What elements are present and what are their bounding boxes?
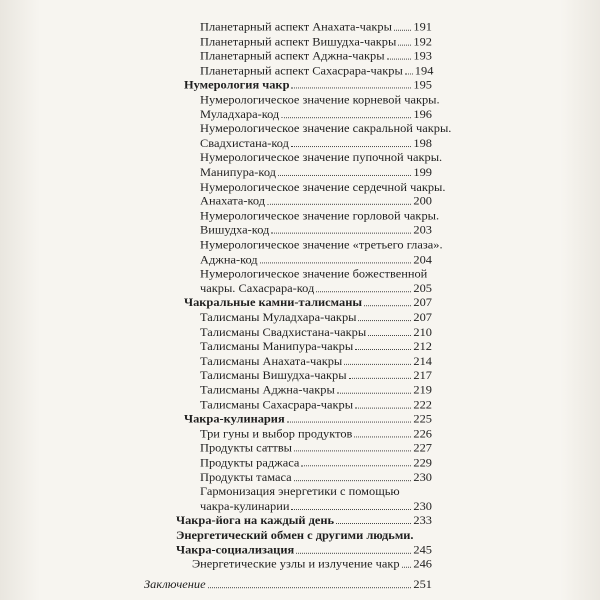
entry-page: 229 xyxy=(413,456,432,470)
entry-title: Планетарный аспект Вишудха-чакры xyxy=(200,34,397,49)
entry-page: 198 xyxy=(413,136,432,150)
toc-section[interactable] xyxy=(176,514,432,527)
entry-title: Талисманы Манипура-чакры xyxy=(200,339,354,353)
entry-page: 191 xyxy=(413,20,432,34)
entry-page: 204 xyxy=(413,252,432,266)
dot-leader xyxy=(402,567,412,568)
entry-page: 230 xyxy=(413,470,432,484)
entry-page: 225 xyxy=(413,412,432,426)
entry-page: 214 xyxy=(413,354,432,368)
entry-title: Талисманы Аджна-чакры xyxy=(200,383,335,397)
entry-title: Планетарный аспект Сахасрара-чакры xyxy=(200,64,403,78)
entry-title: Аджна-код xyxy=(200,252,258,266)
section-title: Чакра-кулинария xyxy=(184,412,285,426)
dot-leader xyxy=(336,523,411,524)
entry-title-line1: Нумерологическое значение «третьего глаза». xyxy=(200,238,443,252)
entry-page: 230 xyxy=(413,499,432,513)
entry-title: Манипура-код xyxy=(200,165,276,179)
dot-leader xyxy=(208,587,412,588)
entry-page: 193 xyxy=(413,49,432,63)
entry-page: 199 xyxy=(413,165,432,179)
entry-title: чакра-кулинарии xyxy=(200,499,290,513)
entry-title: Энергетический обмен с другими людьми. xyxy=(176,528,414,542)
entry-title: чакры. Сахасрара-код xyxy=(200,281,315,295)
entry-title: Три гуны и выбор продуктов xyxy=(200,426,353,441)
entry-page: 233 xyxy=(413,514,432,528)
entry-title: Муладхара-код xyxy=(200,107,280,121)
toc-section[interactable] xyxy=(176,529,414,542)
entry-title: Заключение xyxy=(144,577,206,591)
entry-page: 203 xyxy=(413,223,432,237)
entry-title: Талисманы Свадхистана-чакры xyxy=(200,325,367,339)
entry-page: 219 xyxy=(413,383,432,397)
entry-title: Чакра-йога на каждый день xyxy=(176,514,335,528)
entry-page: 245 xyxy=(413,543,432,557)
entry-title: Талисманы Вишудха-чакры xyxy=(200,368,347,382)
entry-page: 196 xyxy=(413,107,432,121)
entry-page: 246 xyxy=(413,557,432,571)
entry-page: 200 xyxy=(413,194,432,208)
entry-title: Вишудха-код xyxy=(200,223,270,237)
entry-page: 251 xyxy=(413,577,432,591)
section-title: Нумерология чакр xyxy=(184,78,290,92)
entry-page: 210 xyxy=(413,325,432,339)
toc-section[interactable] xyxy=(176,543,432,556)
entry-page: 207 xyxy=(413,296,432,310)
entry-page: 207 xyxy=(413,310,432,324)
entry-title-line1: Нумерологическое значение сердечной чакры. xyxy=(200,180,446,194)
entry-title-line1: Нумерологическое значение божественной xyxy=(200,267,428,281)
entry-title: Талисманы Сахасрара-чакры xyxy=(200,397,354,411)
entry-page: 226 xyxy=(413,426,432,441)
entry-title: Чакра-социализация xyxy=(176,543,295,557)
entry-title: Продукты саттвы xyxy=(200,441,293,455)
entry-title: Планетарный аспект Аджна-чакры xyxy=(200,49,385,63)
entry-title-line1: Нумерологическое значение корневой чакры. xyxy=(200,93,440,107)
entry-title: Талисманы Анахата-чакры xyxy=(200,354,343,368)
entry-page: 227 xyxy=(413,441,432,455)
entry-title-line1: Нумерологическое значение горловой чакры. xyxy=(200,209,440,223)
entry-title: Талисманы Муладхара-чакры xyxy=(200,310,357,324)
dot-leader xyxy=(296,552,411,553)
toc-chapter[interactable] xyxy=(144,578,432,591)
entry-page: 194 xyxy=(414,64,434,78)
entry-title: Продукты раджаса xyxy=(200,456,300,470)
entry-page: 195 xyxy=(413,78,432,92)
entry-page: 217 xyxy=(413,368,432,382)
toc-entry[interactable] xyxy=(192,558,432,571)
entry-title: Продукты тамаса xyxy=(200,470,292,484)
entry-title-line1: Гармонизация энергетики с помощью xyxy=(200,485,400,499)
entry-page: 205 xyxy=(413,281,432,295)
entry-title: Свадхистана-код xyxy=(200,136,289,150)
entry-page: 212 xyxy=(413,339,432,353)
entry-title-line1: Нумерологическое значение сакральной чакры. xyxy=(200,122,452,136)
entry-page: 222 xyxy=(413,397,432,411)
entry-page: 192 xyxy=(413,34,432,49)
entry-title: Энергетические узлы и излучение чакр xyxy=(192,557,400,571)
entry-title: Планетарный аспект Анахата-чакры xyxy=(200,20,392,34)
entry-title-line1: Нумерологическое значение пупочной чакры. xyxy=(200,151,443,165)
section-title: Чакральные камни-талисманы xyxy=(184,296,363,310)
entry-title: Анахата-код xyxy=(200,194,266,208)
